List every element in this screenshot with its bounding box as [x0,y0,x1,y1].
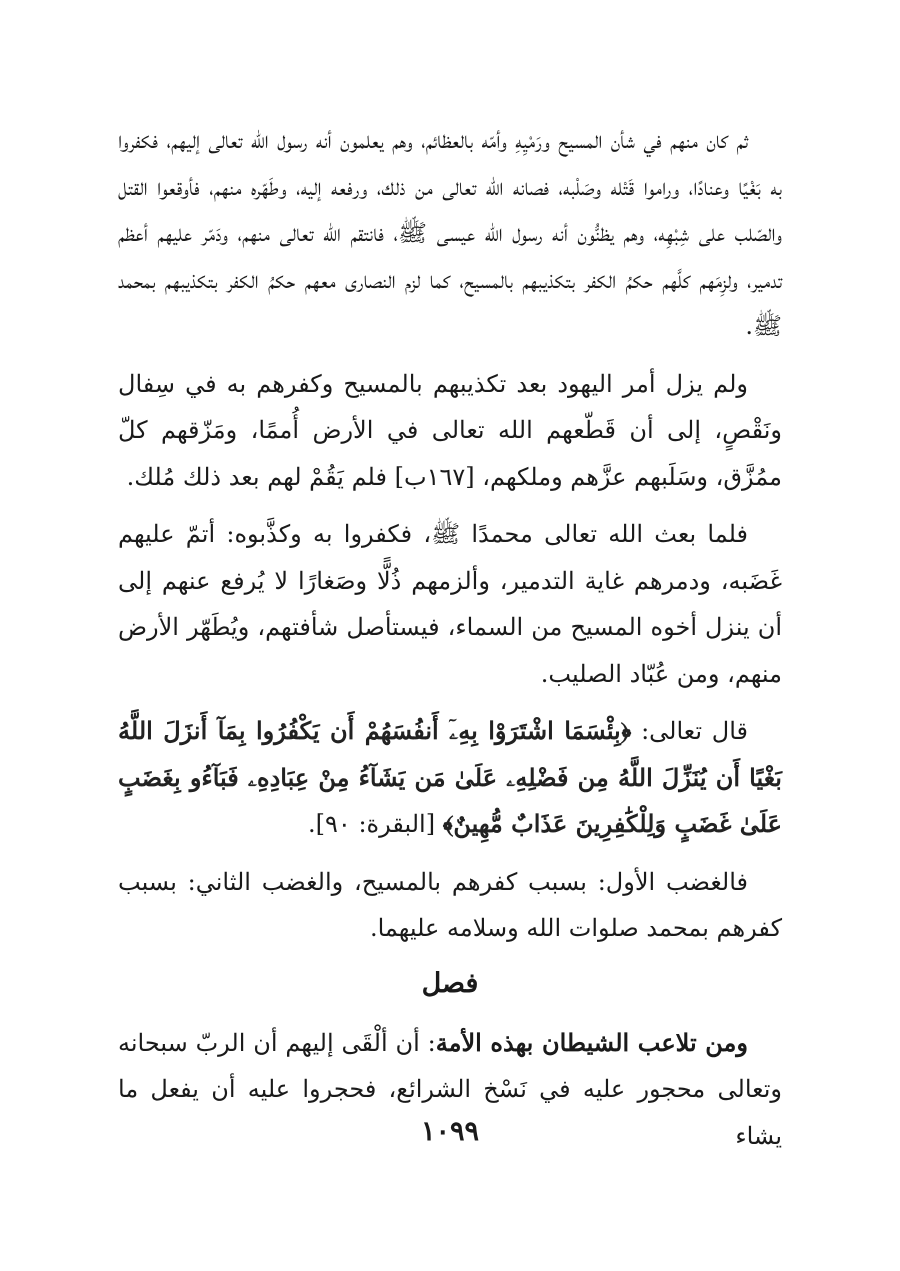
explanation-paragraph: فالغضب الأول: بسبب كفرهم بالمسيح، والغضب الثاني: بسبب كفرهم بمحمد صلوات الله وسلامه عليهما. [118,867,782,942]
section-rest-text: : أن ألْقَى إليهم أن الربّ سبحانه وتعالى محجور عليه في نَسْخ الشرائع، فحجروا عليه أن يفعل ما يشاء [118,1028,782,1150]
paragraph-2: ولم يزل أمر اليهود بعد تكذيبهم بالمسيح وكفرهم به في سِفال ونَقْصٍ، إلى أن قَطّعهم الله تعالى في الأرض أُممًا، ومَزّقهم كلّ ممُزَّق، وسَلَبهم عزَّهم وملكهم، [١٦٧ب] فلم يَقُمْ لهم بعد ذلك مُلك. [118,369,782,491]
section-heading: فصل [421,967,479,999]
section-lead-text: ومن تلاعب الشيطان بهذه الأمة [435,1027,748,1057]
paragraph-1: ثم كان منهم في شأن المسيح ورَمْيِهِ وأمّه بالعظائم، وهم يعلمون أنه رسول الله تعالى إليهم، فكفروا به بَغْيًا وعنادًا، وراموا قَتْله وصَلْبه، فصانه الله تعالى من ذلك، ورفعه إليه، وطَهّره منهم، فأوقعوا القتل والصّلب على شِبْهِه، وهم يظنُّون أنه رسول الله عيسى ﷺ، فانتقم الله تعالى منهم، ودَمّر عليهم أعظم تدمير، ولزِمَهم كلَّهم حكمُ الكفر بتكذيبهم بالمسيح، كما لزم النصارى معهم حكمُ الكفر بتكذيبهم بمحمد ﷺ. [118,126,782,340]
page-number: ١٠٩٩ [420,1116,479,1147]
quran-paragraph [118,708,782,848]
quran-verse: ﴿بِئْسَمَا اشْتَرَوْا بِهِۦٓ أَنفُسَهُمْ أَن يَكْفُرُوا بِمَآ أَنزَلَ اللَّهُ بَغْيًا أَن يُنَزِّلَ اللَّهُ مِن فَضْلِهِۦ عَلَىٰ مَن يَشَآءُ مِنْ عِبَادِهِۦ فَبَآءُو بِغَضَبٍ عَلَىٰ غَضَبٍ وَلِلْكَٰفِرِينَ عَذَابٌ مُّهِينٌ﴾ [118,716,782,838]
quran-intro: قال تعالى: [631,717,749,745]
page-body [118,117,782,1170]
quran-citation: [البقرة: ٩٠]. [308,810,443,838]
paragraph-3: فلما بعث الله تعالى محمدًا ﷺ، فكفروا به وكذَّبوه: أتمّ عليهم غَضَبه، ودمرهم غاية التدمير، وألزمهم ذُلًّا وصَغارًا لا يُرفع عنهم إلى أن ينزل أخوه المسيح من السماء، فيستأصل شأفتهم، ويُطَهّر الأرض منهم، ومن عُبّاد الصليب. [118,520,783,688]
